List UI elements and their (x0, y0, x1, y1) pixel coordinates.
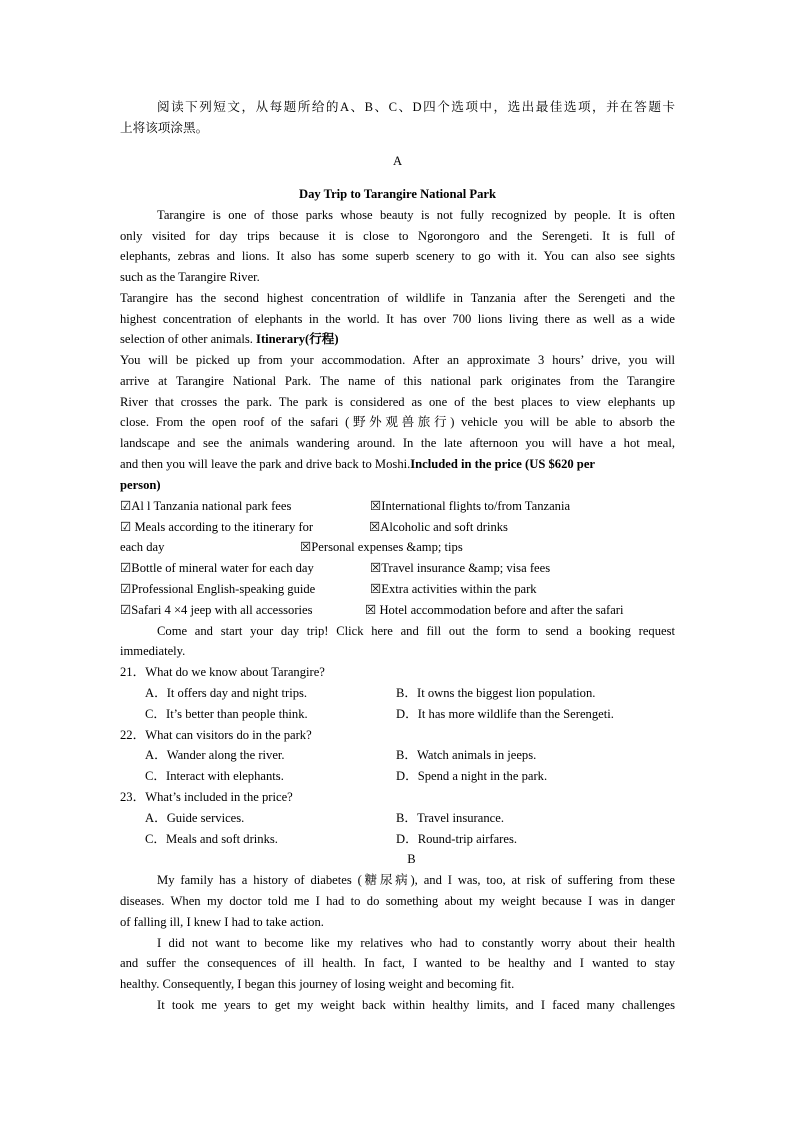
option-c: C．It’s better than people think. (145, 707, 308, 721)
itinerary-heading: Itinerary(行程) (256, 332, 339, 346)
para2-line-3: selection of other animals. Itinerary(行程) (120, 332, 339, 346)
price-heading-cont: person) (120, 478, 161, 492)
section-a-letter: A (392, 154, 403, 168)
para3-line-1: You will be picked up from your accommodation. After an approximate 3 hours’ drive, you will (120, 353, 675, 367)
b-line-5: and suffer the consequences of ill health. In fact, I wanted to be healthy and I wanted to stay (120, 956, 675, 970)
option-b: B．Watch animals in jeeps. (396, 748, 537, 762)
excluded-item: ☒Personal expenses &amp; tips (300, 540, 463, 554)
para3-line-4: close. From the open roof of the safari (野外观兽旅行) vehicle you will be able to absorb the (120, 415, 675, 429)
included-item: ☑ Meals according to the itinerary for (120, 520, 314, 534)
b-line-4: I did not want to become like my relatives who had to constantly worry about their health (157, 936, 675, 950)
para1-line-1: Tarangire is one of those parks whose beauty is not fully recognized by people. It is often (157, 208, 675, 222)
b-line-2: diseases. When my doctor told me I had to do something about my weight because I was in danger (120, 894, 675, 908)
para1-line-2: only visited for day trips because it is close to Ngorongoro and the Serengeti. It is full of (120, 229, 675, 243)
price-row-2 (120, 519, 675, 535)
para2-line-2: highest concentration of elephants in the world. It has over 700 lions living there as well as a wide (120, 312, 675, 326)
instruction-line-1: 阅读下列短文，从每题所给的A、B、C、D四个选项中，选出最佳选项，并在答题卡 (157, 100, 675, 114)
included-item: each day (120, 540, 165, 554)
excluded-item: ☒Travel insurance &amp; visa fees (370, 561, 551, 575)
option-d: D．Round-trip airfares. (396, 832, 518, 846)
option-a: A．It offers day and night trips. (145, 686, 308, 700)
section-b-letter: B (407, 852, 416, 866)
passage-a-title: Day Trip to Tarangire National Park (299, 187, 496, 201)
b-line-6: healthy. Consequently, I began this journey of losing weight and becoming fit. (120, 977, 515, 991)
b-line-3: of falling ill, I knew I had to take action. (120, 915, 324, 929)
para1-line-3: elephants, zebras and lions. It also has some superb scenery to go with it. You can also see sights (120, 249, 675, 263)
price-heading: Included in the price (US $620 per (410, 457, 595, 471)
price-row-5 (120, 581, 675, 597)
option-c: C．Interact with elephants. (145, 769, 284, 783)
price-row-4 (120, 560, 675, 576)
option-b: B．It owns the biggest lion population. (396, 686, 596, 700)
excluded-item: ☒Extra activities within the park (370, 582, 537, 596)
price-row-6 (120, 602, 675, 618)
option-d: D．It has more wildlife than the Serengeti. (396, 707, 614, 721)
excluded-item: ☒Alcoholic and soft drinks (369, 520, 508, 534)
closing-line-2: immediately. (120, 644, 186, 658)
included-item: ☑Safari 4 ×4 jeep with all accessories (120, 603, 313, 617)
para3-line-2: arrive at Tarangire National Park. The name of this national park originates from the Tarangire (120, 374, 675, 388)
price-row-3 (120, 539, 675, 555)
b-line-7: It took me years to get my weight back within healthy limits, and I faced many challenges (157, 998, 675, 1012)
included-item: ☑Professional English-speaking guide (120, 582, 316, 596)
option-c: C．Meals and soft drinks. (145, 832, 278, 846)
para3-line-6: and then you will leave the park and drive back to Moshi.Included in the price (US $620 per (120, 457, 595, 471)
para3-line-3: River that crosses the park. The park is considered as one of the best places to view elephants up (120, 395, 675, 409)
question-22: 22．What can visitors do in the park? (120, 728, 312, 742)
para1-line-4: such as the Tarangire River. (120, 270, 260, 284)
option-a: A．Guide services. (145, 811, 245, 825)
question-21: 21．What do we know about Tarangire? (120, 665, 325, 679)
para3-line-5: landscape and see the animals wandering around. In the late afternoon you will have a hot meal, (120, 436, 675, 450)
included-item: ☑Bottle of mineral water for each day (120, 561, 314, 575)
excluded-item: ☒International flights to/from Tanzania (370, 499, 571, 513)
included-item: ☑Al l Tanzania national park fees (120, 499, 292, 513)
para2-line-1: Tarangire has the second highest concentration of wildlife in Tanzania after the Serengeti and the (120, 291, 675, 305)
option-a: A．Wander along the river. (145, 748, 285, 762)
closing-line-1: Come and start your day trip! Click here and fill out the form to send a booking request (157, 624, 675, 638)
option-b: B．Travel insurance. (396, 811, 504, 825)
instruction-line-2: 上将该项涂黑。 (120, 121, 209, 135)
price-row-1 (120, 498, 675, 514)
question-23: 23．What’s included in the price? (120, 790, 293, 804)
excluded-item: ☒ Hotel accommodation before and after the safari (365, 603, 624, 617)
option-d: D．Spend a night in the park. (396, 769, 548, 783)
b-line-1: My family has a history of diabetes (糖尿病), and I was, too, at risk of suffering from these (157, 873, 675, 887)
